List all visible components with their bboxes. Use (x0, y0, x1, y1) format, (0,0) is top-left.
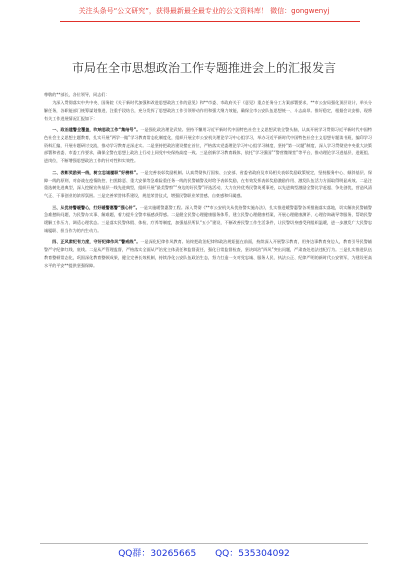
qq-number: QQ：535304092 (215, 549, 290, 559)
salutation: 尊敬的**部长，各位领导，同志们： (44, 92, 110, 97)
qq-group-number: QQ群：30265665 (118, 549, 197, 559)
section-heading: 一、政治建警全覆盖，吹响思政工作“集结号”。 (52, 127, 141, 133)
paragraph-text: 一是深化纪律作风教育。始终把政治纪律和政治规矩挺在前面，持续深入开展警示教育，用身边事教育身边人，教育引导民警辅警严守纪律红线、底线。二是从严管理监督，严格落实全面从严治党主体责任和监督责任，强化日常监督检查，坚决纠治“四风”突出问题，严肃查处违法违纪行为。三是扎实推进队伍教育整顿常态化，巩固深化教育整顿成果，健全完善长效机制，持续净化公安队伍政治生态，努力打造一支对党忠诚、服务人民、执法公正、纪律严明的新时代公安铁军，为建设更高水平的平安**提供坚强保障。 (44, 239, 372, 268)
section-paragraph (44, 169, 372, 200)
paragraph-text: 为深入贯彻落实中共中央、国务院《关于新时代加强和改进思想政治工作的意见》和**市委、市政府关于《意见》重点任务分工方案部署要求，**市公安局强化顶层设计，举头分解任务，各职能部门统筹谋划推进，注重手段结合，充分发挥了思想政治工作引领带动作用和强大聚力效能，确保全市公安队伍思想统一、斗志高昂。推好稳定，根据会议安排，现将有关工作进展情况汇报如下： (44, 100, 372, 121)
section-heading: 四、正风肃纪有力度，守好纪律作风“警戒线”。 (52, 239, 141, 245)
section-paragraph (44, 204, 372, 235)
footer-contact (0, 544, 408, 564)
section-heading: 三、从优待警暖警心，打好暖警惠警“强心针”。 (52, 204, 140, 210)
document-title: 市局在全市思想政治工作专题推进会上的汇报发言 (71, 61, 336, 75)
top-banner: 关注头条号“公文研究”，获得最新最全最专业的公文资料库！ 微信：gongwenyj (78, 7, 330, 15)
banner-divider (60, 21, 360, 22)
document-body (44, 91, 372, 533)
paragraph-text: 一是实施暖警惠警工程。深入贯彻《**市公安机关从优待警实施办法》，扎实推进暖警惠警各项措施落实落地，切实解决民警辅警急难愁盼问题，为民警办实事、解难题，着力提升全警幸福感获得感。二是健全民警心理健康服务体系，建立民警心理健康档案，开展心理健康测评、心理咨询疏导等服务，帮助民警缓解工作压力、调适心理状态。三是落实民警休假、体检、疗养等制度，加强基层所队“五小”建设，不断改善民警工作生活条件，让民警切身感受到组织温暖，进一步激发广大民警忠诚履职、担当作为的内生动力。 (44, 204, 372, 233)
intro-paragraph (44, 99, 372, 122)
section-paragraph (44, 238, 372, 269)
paragraph-text: 一是完善表彰奖励机制。认真贯彻执行国家、公安部、省委省政府及市局相关表彰奖励政策规定，坚持服务中心、倾斜基层、保障一线的原则，对奋战在疫情防控、扫黑除恶、重大安保等急难险重任务一线的民警辅警及时给予表彰奖励，在有效发挥表彰奖励激励作用、激发队伍活力方面取得明显成效。二是注重选树先进典型，深入挖掘宣传基层一线先进典型，组织开展“最美警察”“身边的好民警”评选活动，大力宣传优秀民警英勇事迹，以先进典型激励全警比学赶超、争先创优，营造风清气正、干事创业的浓厚氛围。三是完善荣誉体系建设，规范荣誉仪式，增强民警职业荣誉感、自豪感和归属感。 (44, 169, 372, 198)
section-heading: 二、表彰奖励到一线，树立忠诚履职“好榜样”。 (52, 169, 141, 175)
section-paragraph (44, 126, 372, 165)
paragraph-text: 一是强化政治理论武装。坚持不懈用习近平新时代中国特色社会主义思想武装全警头脑，认真开展学习贯彻习近平新时代中国特色社会主义思想主题教育，扎实开展“两学一做”学习教育常态化制度化，组织开展全市公安机关理论学习中心组学习，举办习近平新时代中国特色社会主义思想专题读书班，编印学习资料汇编，开展专题研讨交流，推动学习教育走深走实。二是坚持把政治建设摆在首位，严格落实党委理论学习中心组学习制度，坚持“第一议题”制度，深入学习贯彻党中央重大决策部署和省委、市委工作要求，确保全警在思想上政治上行动上同党中央保持高度一致。三是创新学习教育载体，依托“学习强国”“警营微课堂”等平台，推动理论学习进基层、进班组、进岗位，不断增强思想政治工作的针对性和实效性。 (44, 127, 372, 164)
